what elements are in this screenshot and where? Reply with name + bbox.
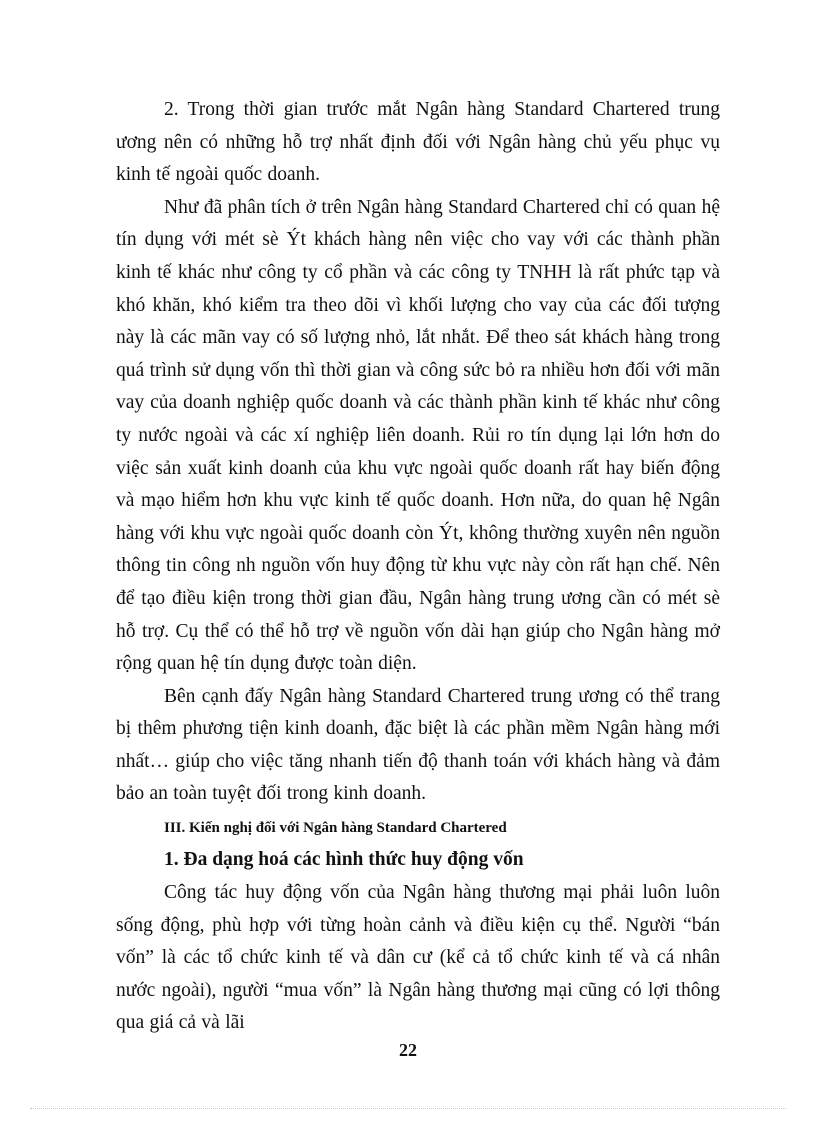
paragraph-recommendation-2: 2. Trong thời gian trước mắt Ngân hàng Standard Chartered trung ương nên có những hỗ trợ nhất định đối với Ngân hàng chủ yếu phục vụ kinh tế ngoài quốc doanh. xyxy=(116,99,720,186)
page-number: 22 xyxy=(399,1040,417,1060)
page-bottom-divider xyxy=(30,1108,786,1109)
paragraph-analysis: Như đã phân tích ở trên Ngân hàng Standard Chartered chỉ có quan hệ tín dụng với mét sè Ýt khách hàng nên việc cho vay với các thành phần kinh tế khác như công ty cổ phần và các công ty TNHH là rất phức tạp và khó khăn, khó kiểm tra theo dõi vì khối lượng cho vay của các đối tượng này là các mãn vay có số lượng nhỏ, lắt nhắt. Để theo sát khách hàng trong quá trình sử dụng vốn thì thời gian và công sức bỏ ra nhiều hơn đối với mãn vay của doanh nghiệp quốc doanh và các thành phần kinh tế khác như công ty nước ngoài và các xí nghiệp liên doanh. Rủi ro tín dụng lại lớn hơn do việc sản xuất kinh doanh của khu vực ngoài quốc doanh rất hay biến động và mạo hiểm hơn khu vực kinh tế quốc doanh. Hơn nữa, do quan hệ Ngân hàng với khu vực ngoài quốc doanh còn Ýt, không thường xuyên nên nguồn thông tin công nh nguồn vốn huy động từ khu vực này còn rất hạn chế. Nên để tạo điều kiện trong thời gian đầu, Ngân hàng trung ương cần có mét sè hỗ trợ. Cụ thể có thể hỗ trợ về nguồn vốn dài hạn giúp cho Ngân hàng mở rộng quan hệ tín dụng được toàn diện. xyxy=(116,196,720,675)
section-heading: III. Kiến nghị đối với Ngân hàng Standard Chartered xyxy=(164,820,507,837)
paragraph-equipment: Bên cạnh đấy Ngân hàng Standard Chartered trung ương có thể trang bị thêm phương tiện kinh doanh, đặc biệt là các phần mềm Ngân hàng mới nhất… giúp cho việc tăng nhanh tiến độ thanh toán với khách hàng và đảm bảo an toàn tuyệt đối trong kinh doanh. xyxy=(116,685,720,805)
subsection-heading: 1. Đa dạng hoá các hình thức huy động vốn xyxy=(164,849,524,871)
body-text xyxy=(116,94,720,1040)
paragraph-capital-mobilization: Công tác huy động vốn của Ngân hàng thương mại phải luôn luôn sống động, phù hợp với từng hoàn cảnh và điều kiện cụ thể. Người “bán vốn” là các tổ chức kinh tế và dân cư (kể cả tổ chức kinh tế và cá nhân nước ngoài), người “mua vốn” là Ngân hàng thương mại cũng có lợi thông qua giá cả và lãi xyxy=(116,882,720,1034)
